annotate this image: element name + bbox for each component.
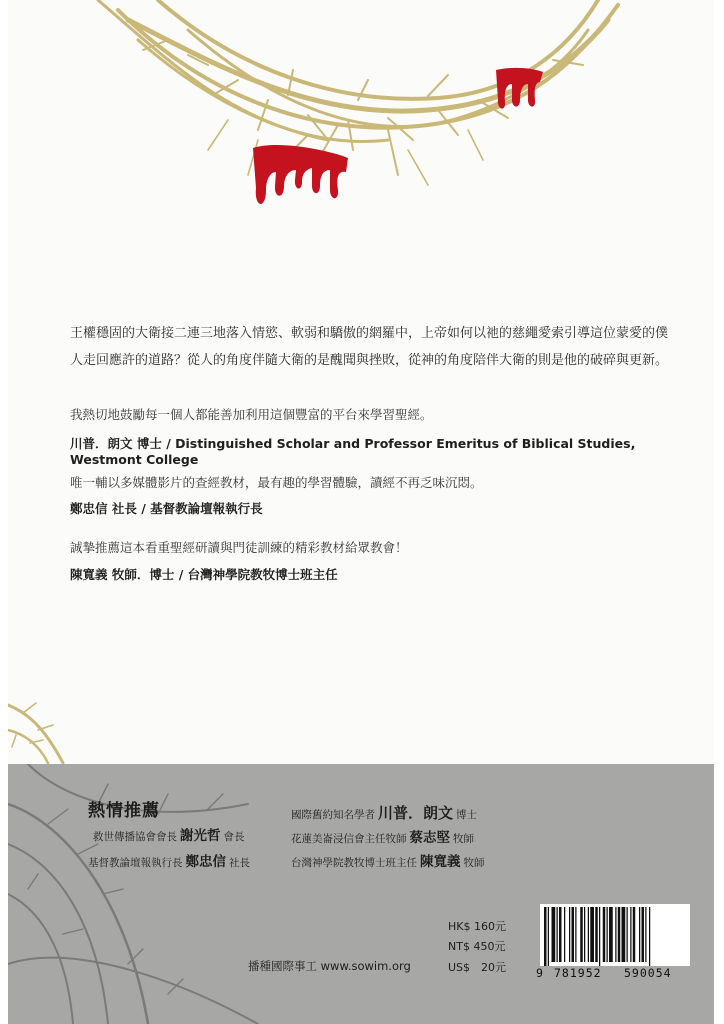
thorn-branch-decoration	[8, 685, 78, 765]
barcode-bar	[588, 907, 589, 962]
recommendation-band	[8, 764, 714, 1024]
barcode-bar	[639, 907, 640, 962]
recommender-suffix: 牧師	[453, 833, 474, 845]
crown-of-thorns-illustration	[8, 0, 714, 230]
endorsement-signature: 川普．朗文 博士 / Distinguished Scholar and Professor Emeritus of Biblical Studies, Westmont College	[70, 436, 636, 467]
price-hk: HK$ 160元	[448, 920, 506, 933]
recommender	[88, 850, 250, 870]
recommend-title: 熱情推薦	[88, 801, 160, 821]
isbn-group-2: 590054	[624, 966, 672, 980]
barcode-bar	[544, 907, 547, 966]
barcode-bar	[633, 907, 636, 962]
recommender-title: 基督教論壇報執行長	[88, 857, 183, 869]
barcode-bar	[622, 907, 626, 962]
recommender-name: 鄭忠信	[185, 854, 226, 870]
recommender-suffix: 博士	[456, 809, 478, 821]
endorsement-quote: 我熱切地鼓勵每一個人都能善加利用這個豐富的平台來學習聖經。	[70, 407, 433, 422]
barcode-bar	[618, 907, 621, 962]
barcode-bar	[595, 907, 598, 962]
barcode-bar	[584, 907, 585, 962]
endorsement-signature: 鄭忠信 社長 / 基督教論壇報執行長	[70, 501, 263, 516]
barcode-bar	[548, 907, 549, 966]
synopsis-line-2: 人走回應許的道路？從人的角度伴隨大衛的是醜聞與挫敗，從神的角度陪伴大衛的則是他的破碎與更新。	[70, 353, 669, 368]
recommender-title: 花蓮美崙浸信會主任牧師	[291, 833, 407, 845]
recommender	[291, 802, 477, 823]
barcode-bar	[580, 907, 583, 962]
recommender-name: 川普．朗文	[378, 804, 454, 822]
isbn-prefix: 9	[536, 966, 544, 980]
barcode-bar	[559, 907, 562, 962]
barcode-bar	[572, 907, 575, 962]
barcode-bar	[615, 907, 616, 962]
barcode-bar	[557, 907, 558, 962]
back-cover	[8, 0, 714, 1024]
synopsis	[70, 320, 680, 374]
recommender-title: 台灣神學院教牧博士班主任	[291, 857, 417, 869]
recommender-title: 救世傳播協會會長	[93, 831, 177, 843]
endorsement-quote: 唯一輔以多媒體影片的查經教材，最有趣的學習體驗，讀經不再乏味沉悶。	[70, 475, 483, 490]
publisher: 播種國際事工 www.sowim.org	[248, 959, 411, 973]
barcode-bar	[575, 907, 576, 962]
barcode-bar	[609, 907, 613, 962]
isbn-group-1: 781952	[554, 966, 602, 980]
barcode-icon	[540, 904, 690, 966]
isbn-barcode	[536, 904, 690, 984]
recommender	[291, 826, 474, 846]
barcode-bar	[630, 907, 631, 962]
recommender	[93, 824, 245, 844]
barcode-bar	[599, 907, 600, 966]
barcode-bar	[649, 907, 650, 966]
endorsement-signature: 陳寬義 牧師．博士 / 台灣神學院教牧博士班主任	[70, 567, 338, 582]
recommender-name: 謝光哲	[180, 828, 221, 844]
recommender	[291, 850, 485, 870]
recommender-name: 蔡志堅	[409, 830, 450, 846]
price-nt: NT$ 450元	[448, 940, 506, 953]
recommender-title: 國際舊約知名學者	[291, 809, 375, 821]
barcode-bar	[569, 907, 570, 962]
barcode-bar	[564, 907, 565, 962]
barcode-bar	[627, 907, 628, 962]
barcode-bar	[642, 907, 645, 962]
recommender-name: 陳寬義	[420, 854, 461, 870]
barcode-bar	[552, 907, 556, 962]
recommender-suffix: 牧師	[463, 857, 485, 869]
price-us: US$ 20元	[448, 961, 507, 974]
synopsis-line-1: 王權穩固的大衛接二連三地落入情慾、軟弱和驕傲的網羅中，上帝如何以祂的慈繩愛索引導這位蒙愛的僕	[70, 326, 669, 341]
barcode-bar	[645, 907, 646, 962]
barcode-bar	[603, 907, 606, 962]
barcode-bar	[590, 907, 594, 962]
recommender-suffix: 社長	[229, 857, 250, 869]
barcode-bar	[607, 907, 608, 962]
recommender-suffix: 會長	[223, 831, 245, 843]
endorsement-quote: 誠摯推薦這本看重聖經研讀與門徒訓練的精彩教材給眾教會！	[70, 540, 408, 555]
